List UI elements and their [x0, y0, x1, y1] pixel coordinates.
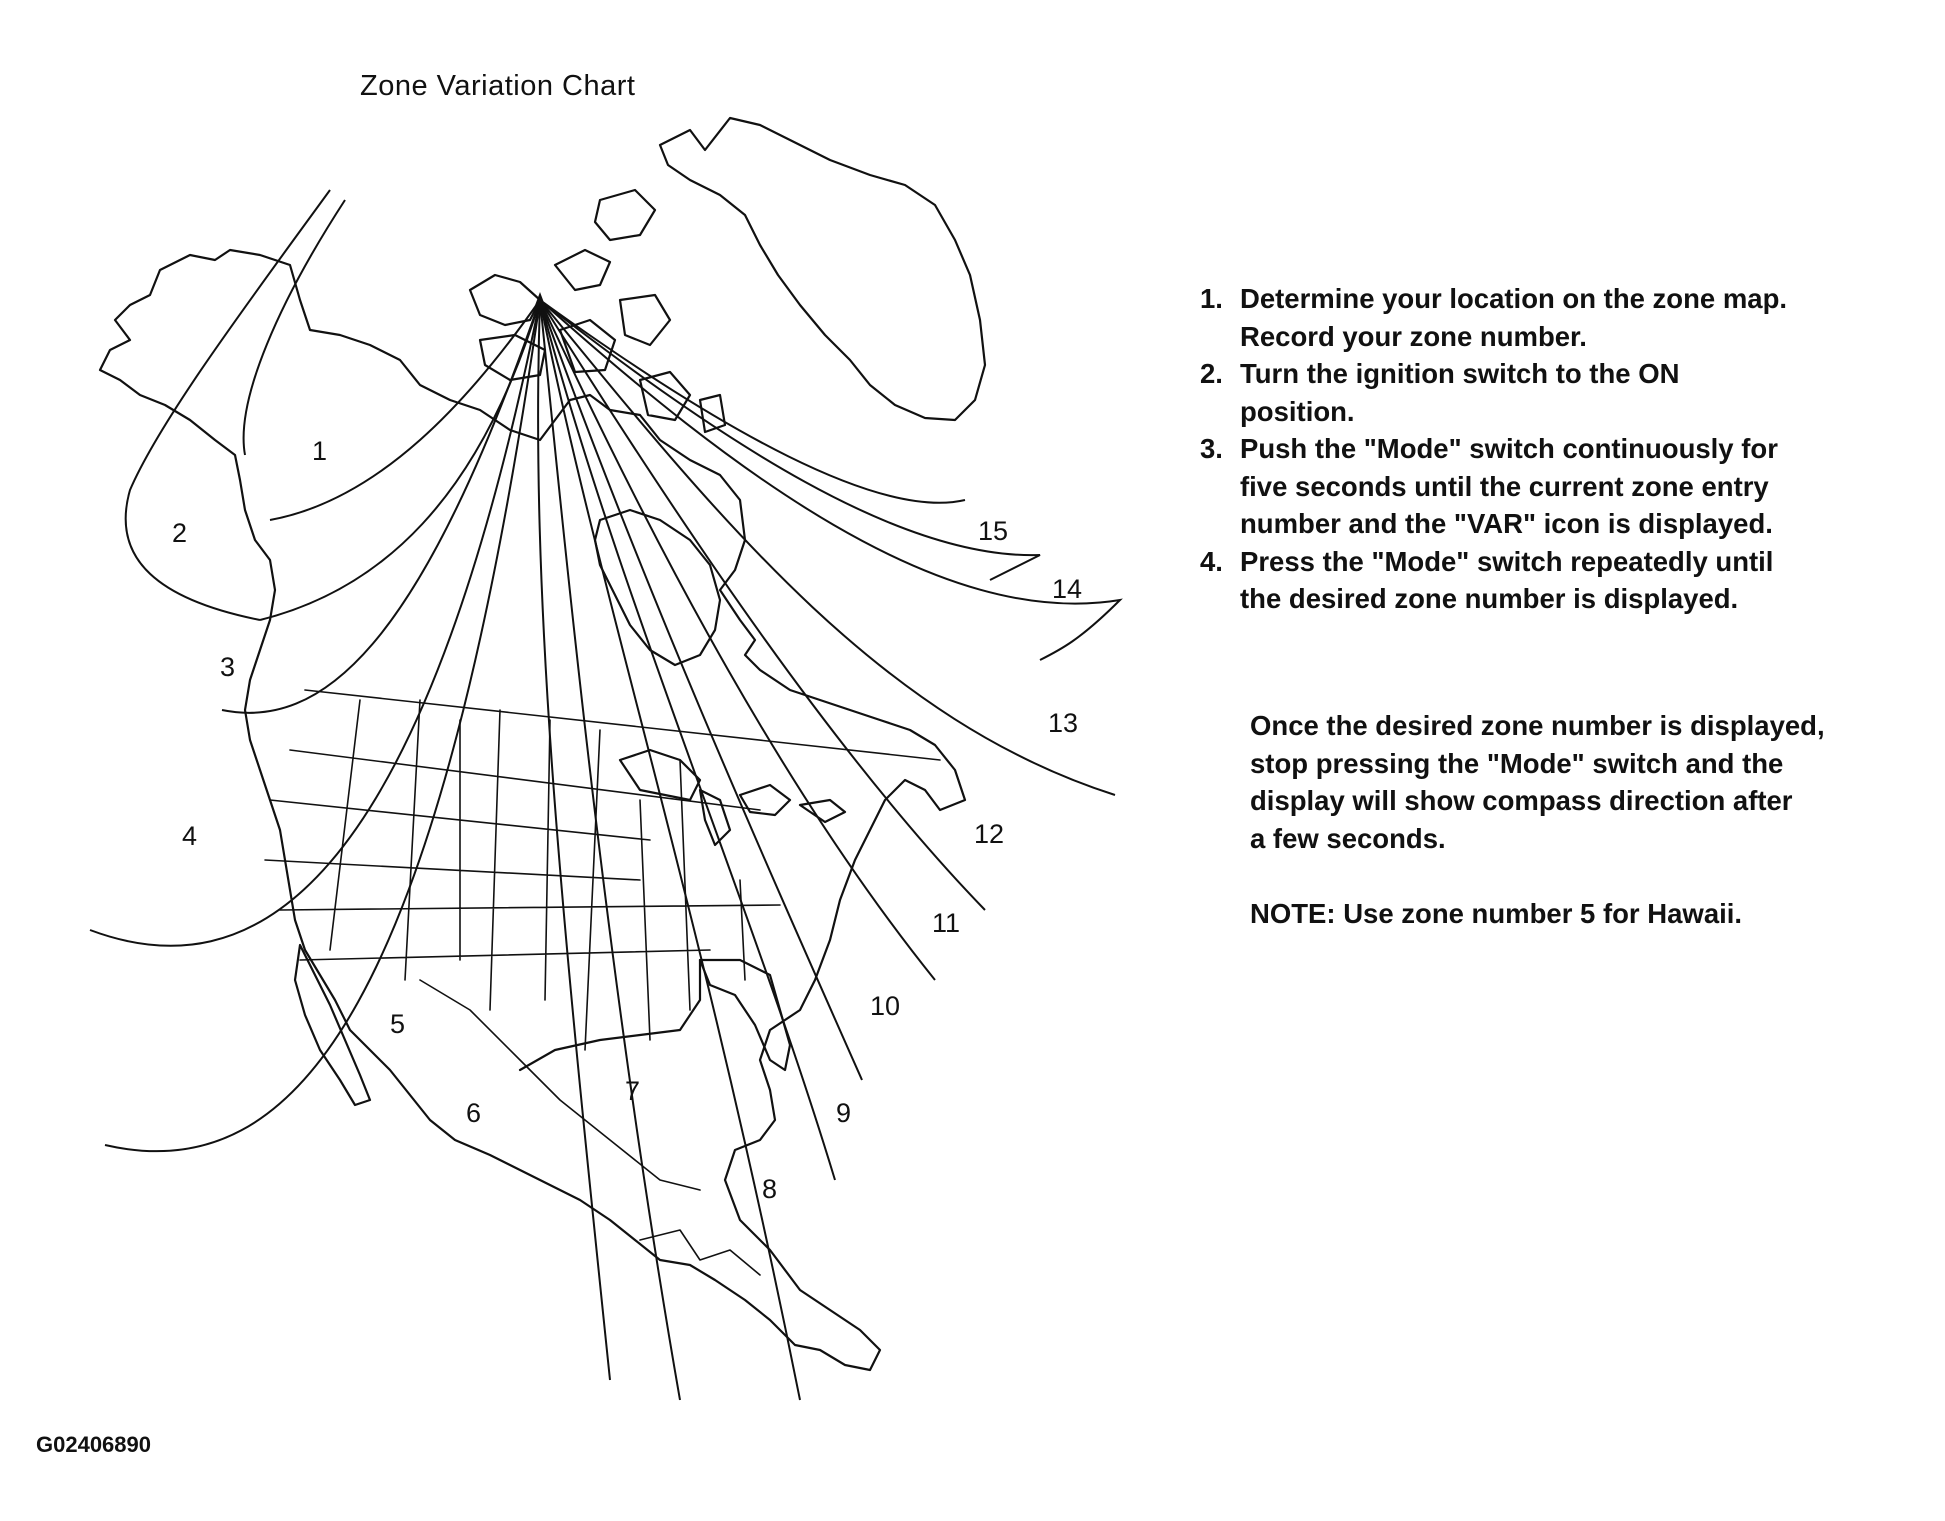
gulf-coast: [520, 960, 700, 1070]
north-america-outline: [100, 250, 965, 1370]
step-text: Determine your location on the zone map. Record your zone number.: [1240, 283, 1788, 352]
zone-curve-5: [105, 300, 540, 1151]
step-number: 4.: [1200, 545, 1223, 577]
step-text: Turn the ignition switch to the ON position.: [1240, 358, 1680, 427]
zone-label-8: 8: [762, 1174, 778, 1204]
zone-label-2: 2: [172, 518, 188, 548]
zone-label-15: 15: [978, 516, 1009, 546]
mexico-borders: [420, 980, 700, 1190]
great-lakes: [620, 750, 845, 845]
zone-curve-2c: [260, 300, 540, 620]
zone-label-3: 3: [220, 652, 236, 682]
zone-label-13: 13: [1048, 708, 1079, 738]
zone-label-12: 12: [974, 819, 1005, 849]
instruction-step: [1200, 543, 1920, 618]
zone-label-4: 4: [182, 821, 198, 851]
zone-label-9: 9: [836, 1098, 852, 1128]
arctic-islands: [470, 190, 725, 432]
step-text: Push the "Mode" switch continuously for five seconds until the current zone entry number and the "VAR" icon is displayed.: [1240, 433, 1778, 539]
zone-label-1: 1: [312, 436, 328, 466]
instruction-step: [1200, 280, 1920, 355]
zone-curve-9: [540, 300, 835, 1180]
zone-label-6: 6: [466, 1098, 482, 1128]
zone-curves: [90, 190, 1120, 1400]
zone-curve-2a: [126, 190, 330, 620]
instruction-step: [1200, 355, 1920, 430]
figure-id: G02406890: [36, 1432, 151, 1457]
hudson-bay: [595, 510, 720, 665]
greenland-outline: [660, 118, 985, 420]
completion-text: Once the desired zone number is displayed, stop pressing the "Mode" switch and the display will show compass direction after a few seconds.: [1250, 710, 1825, 854]
hawaii-note: NOTE: Use zone number 5 for Hawaii.: [1250, 898, 1743, 929]
zone-curve-12: [540, 300, 985, 910]
zone-label-5: 5: [390, 1009, 406, 1039]
chart-title: Zone Variation Chart: [360, 70, 636, 102]
magnetic-pole-marker: [534, 292, 546, 308]
instruction-list: [1200, 280, 1920, 618]
zone-label-14: 14: [1052, 574, 1083, 604]
step-text: Press the "Mode" switch repeatedly until the desired zone number is displayed.: [1240, 545, 1774, 614]
step-number: 2.: [1200, 358, 1223, 389]
zone-label-7: 7: [625, 1076, 641, 1106]
instruction-step: [1200, 430, 1920, 543]
zone-label-11: 11: [932, 908, 961, 938]
baja-outline: [295, 945, 370, 1105]
zone-label-10: 10: [870, 991, 901, 1021]
zone-curve-4: [90, 300, 540, 946]
step-number: 1.: [1200, 283, 1223, 314]
step-number: 3.: [1200, 433, 1223, 464]
